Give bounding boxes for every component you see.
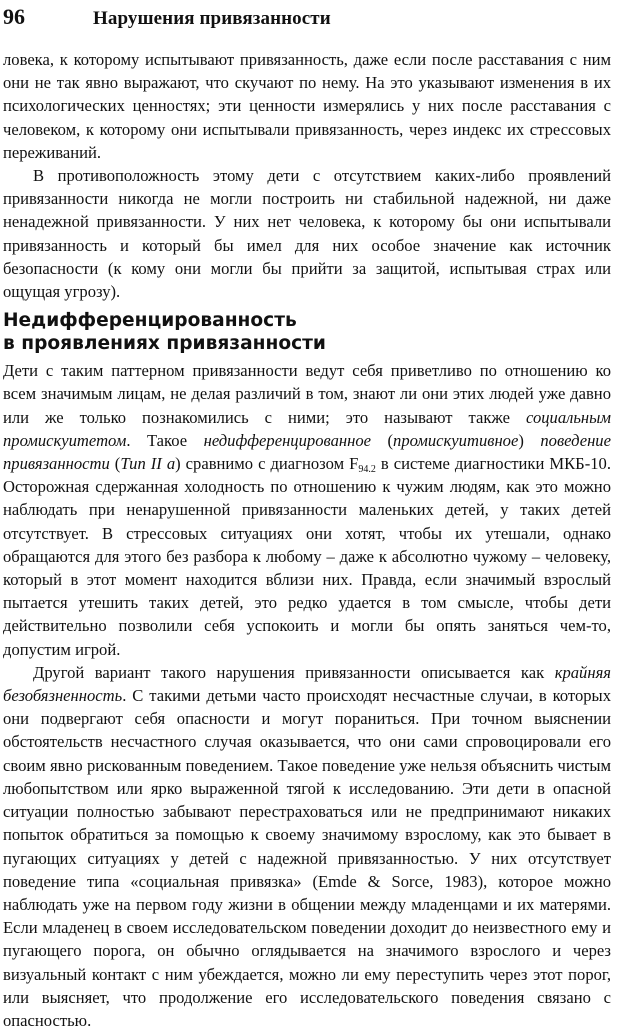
italic-term: крайняя безобязненность xyxy=(3,662,611,706)
page-header xyxy=(3,4,611,48)
text-run: Другой вариант такого нарушения привязанности описывается как xyxy=(33,662,555,682)
text-run: ) сравнимо с диагнозом F xyxy=(175,454,359,474)
paragraph-promiscuity xyxy=(3,359,611,661)
italic-term: недифференцированное xyxy=(203,430,372,450)
text-run: в системе диагностики МКБ-10. Осторожная сдержанная холодность по отношению к чужим людям, как это можно наблюдать при ненарушенной привязанности маленьких детей, у таких детей отсутствует. В стрессовых ситуациях они хотят, чтобы их утешали, однако обращаются для этого без разбора к любому – даже к абсолютно чужому – человеку, который в этот момент находится вблизи них. Правда, если значимый взрослый пытается утешить таких детей, это редко удается в том смысле, чтобы дети действительно позволили себя успокоить и могли бы опять заняться чем-то, допустим игрой. xyxy=(3,454,611,659)
page-number: 96 xyxy=(3,4,25,29)
diagnosis-subscript: 94.2 xyxy=(358,464,376,476)
paragraph-continued: ловека, к которому испытывают привязанность, даже если после расставания с ним они не так явно выражают, что скучают по нему. На это указывают изменения в их психологических ценностях; эти ценности измерялись у них после расставания с человеком, к которому они испытывали привязанность, через индекс их стрессовых переживаний. xyxy=(3,50,611,162)
text-run: ) xyxy=(518,430,541,450)
text-run: . Такое xyxy=(126,430,204,450)
section-heading-line-2: в проявлениях привязанности xyxy=(3,333,326,355)
text-run: . С такими детьми часто происходят несчастные случаи, в которых они подвергают себя опасности и могут пораниться. При точном выяснении обстоятельств несчастного случая оказывается, что они сами спровоцировали его своим явно рискованным поведением. Такое поведение уже нельзя объяснить чистым любопытством или ярко выраженной тягой к исследованию. Эти дети в опасной ситуации полностью забывают перестраховаться или не предпринимают никаких попыток обратиться за помощью к своему значимому взрослому, как это бывает в пугающих ситуациях у детей с надежной привязанностью. У них отсутствует поведение типа «социальная привязка» (Emde & Sorce, 1983), которое можно наблюдать уже на первом году жизни в общении между младенцами и их матерями. Если младенец в своем исследовательском поведении доходит до неизвестного ему и пугающего порога, он обычно оглядывается на значимого взрослого и через визуальный контакт с ним убеждается, можно ли ему переступить через этот порог, или выясняет, что продолжение его исследовательского поведения связано с опасностью. xyxy=(3,686,611,1030)
italic-term: социальным промискуитетом xyxy=(3,407,611,450)
text-run: Дети с таким паттерном привязанности ведут себя приветливо по отношению ко всем значимым лицам, не делая различий в том, знают ли они этих людей уже давно или же только познакомились с ними; это называют также xyxy=(3,361,611,427)
paragraph-no-attachment: В противоположность этому дети с отсутствием каких-либо проявлений привязанности никогда не могли построить ни стабильной надежной, ни даже ненадежной привязанности. У них нет человека, к которому бы они испытывали привязанность и который бы имел для них особое значение как источник безопасности (к кому они могли бы прийти за защитой, испытывая страх или ощущая угрозу). xyxy=(3,166,611,302)
italic-term: поведение привязанности xyxy=(3,430,611,474)
text-run: ( xyxy=(109,454,121,474)
section-heading xyxy=(3,309,611,355)
italic-term: промискуитивное xyxy=(393,430,519,450)
paragraph-recklessness xyxy=(3,661,611,1032)
section-heading-line-1: Недифференцированность xyxy=(3,310,297,332)
italic-term: Тип II а xyxy=(120,454,176,474)
text-run: ( xyxy=(371,430,394,450)
running-title: Нарушения привязанности xyxy=(93,8,331,29)
